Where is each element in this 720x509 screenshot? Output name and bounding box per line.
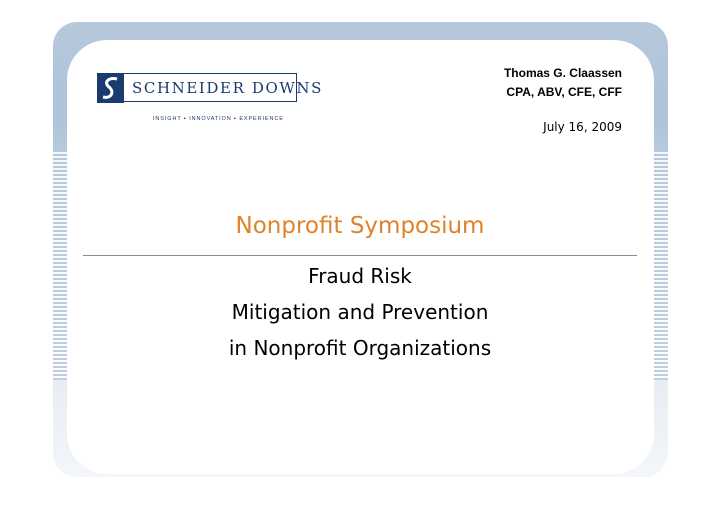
author-name: Thomas G. Claassen: [503, 66, 622, 80]
content-card: [67, 40, 654, 474]
company-tagline: INSIGHT ▪ INNOVATION ▪ EXPERIENCE: [153, 116, 284, 122]
subtitle-line-3: in Nonprofit Organizations: [228, 336, 492, 360]
company-logo-text: SCHNEIDER DOWNS: [132, 79, 324, 97]
author-credentials: CPA, ABV, CFE, CFF: [506, 85, 622, 99]
subtitle-line-2: Mitigation and Prevention: [231, 300, 489, 324]
title-divider: [83, 255, 637, 256]
subtitle-line-1: Fraud Risk: [308, 264, 412, 288]
slide-title: Nonprofit Symposium: [235, 213, 485, 239]
presentation-date: July 16, 2009: [543, 120, 622, 134]
logo-mark-icon: [97, 73, 124, 103]
